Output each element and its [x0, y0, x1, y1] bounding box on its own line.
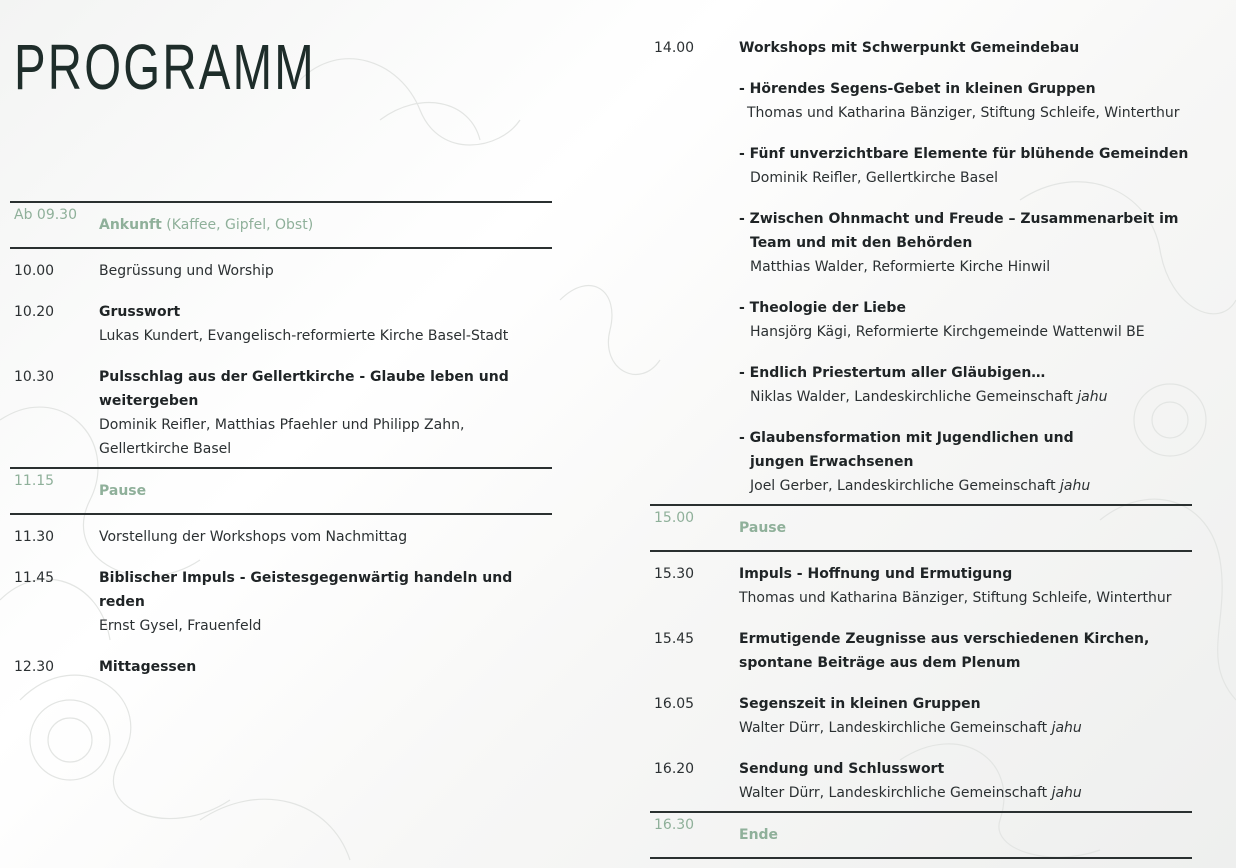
item-title-line2: spontane Beiträge aus dem Plenum [739, 655, 1021, 671]
workshop-title-line1: - Zwischen Ohnmacht und Freude – Zusammenarbeit im [739, 211, 1179, 227]
item-person-line2: Gellertkirche Basel [99, 441, 232, 457]
schedule-item-1620 [650, 757, 1192, 805]
end-row [650, 813, 1192, 857]
divider [650, 550, 1192, 552]
workshop-person [739, 474, 1192, 498]
item-time: 10.30 [14, 369, 55, 385]
item-title: Grusswort [99, 304, 181, 320]
pause-row [10, 469, 552, 513]
page-title: PROGRAMM [14, 31, 316, 103]
person-org-italic: jahu [1060, 478, 1091, 494]
end-label: Ende [739, 827, 779, 843]
person-name: Walter Dürr, Landeskirchliche Gemeinschaft [739, 720, 1048, 736]
pause-time: 11.15 [14, 473, 55, 489]
pause-time: 15.00 [654, 510, 695, 526]
workshop-item [739, 207, 1192, 279]
workshop-person: Dominik Reifler, Gellertkirche Basel [750, 170, 999, 186]
schedule-item-1230 [10, 655, 552, 679]
item-person-line1: Dominik Reifler, Matthias Pfaehler und Philipp Zahn, [99, 417, 465, 433]
item-title: Segenszeit in kleinen Gruppen [739, 696, 981, 712]
item-person: Lukas Kundert, Evangelisch-reformierte Kirche Basel-Stadt [99, 328, 509, 344]
item-time: 16.05 [654, 696, 695, 712]
item-time: 10.20 [14, 304, 55, 320]
workshop-title: - Theologie der Liebe [739, 300, 906, 316]
person-name: Joel Gerber, Landeskirchliche Gemeinschaft [750, 478, 1056, 494]
item-time: 14.00 [654, 40, 695, 56]
pause-row [650, 506, 1192, 550]
arrival-note: (Kaffee, Gipfel, Obst) [166, 217, 314, 233]
workshop-title: - Hörendes Segens-Gebet in kleinen Gruppen [739, 81, 1096, 97]
workshop-item [739, 361, 1192, 409]
workshop-person: Matthias Walder, Reformierte Kirche Hinwil [750, 259, 1051, 275]
divider [10, 247, 552, 249]
item-person: Thomas und Katharina Bänziger, Stiftung Schleife, Winterthur [739, 590, 1172, 606]
item-time: 11.45 [14, 570, 55, 586]
person-org-italic: jahu [1051, 720, 1082, 736]
workshop-title: - Endlich Priestertum aller Gläubigen… [739, 365, 1046, 381]
workshops-block [650, 36, 1192, 498]
pause-label: Pause [99, 483, 147, 499]
item-text: Vorstellung der Workshops vom Nachmittag [99, 529, 408, 545]
end-time: 16.30 [654, 817, 695, 833]
item-title-line2: weitergeben [99, 393, 199, 409]
arrival-label: Ankunft [99, 217, 162, 233]
item-text: Begrüssung und Worship [99, 263, 274, 279]
schedule-item-1145 [10, 566, 552, 638]
item-title: Mittagessen [99, 659, 197, 675]
schedule-item-1530 [650, 562, 1192, 610]
item-title: Impuls - Hoffnung und Ermutigung [739, 566, 1013, 582]
item-time: 16.20 [654, 761, 695, 777]
item-time: 15.45 [654, 631, 695, 647]
workshop-person [739, 385, 1192, 409]
item-title: Sendung und Schlusswort [739, 761, 945, 777]
item-person [739, 781, 1192, 805]
person-org-italic: jahu [1051, 785, 1082, 801]
item-time: 10.00 [14, 263, 55, 279]
schedule-item-1030 [10, 365, 552, 461]
schedule-item-1020 [10, 300, 552, 348]
workshop-item [739, 142, 1192, 190]
morning-schedule [10, 201, 552, 679]
schedule-item-1130 [10, 525, 552, 549]
item-person: Ernst Gysel, Frauenfeld [99, 618, 262, 634]
item-time: 15.30 [654, 566, 695, 582]
divider [650, 857, 1192, 859]
workshop-item [739, 426, 1192, 498]
item-title-line1: Ermutigende Zeugnisse aus verschiedenen Kirchen, [739, 631, 1150, 647]
schedule-item-1545 [650, 627, 1192, 675]
item-title: Biblischer Impuls - Geistesgegenwärtig handeln und reden [99, 570, 513, 610]
arrival-row [10, 203, 552, 247]
workshop-person: Thomas und Katharina Bänziger, Stiftung Schleife, Winterthur [747, 105, 1180, 121]
workshop-item [739, 296, 1192, 344]
afternoon-schedule [650, 28, 1192, 859]
person-name: Niklas Walder, Landeskirchliche Gemeinschaft [750, 389, 1073, 405]
person-name: Walter Dürr, Landeskirchliche Gemeinschaft [739, 785, 1048, 801]
pause-label: Pause [739, 520, 787, 536]
workshop-person: Hansjörg Kägi, Reformierte Kirchgemeinde Wattenwil BE [750, 324, 1145, 340]
workshop-title-line2: Team und mit den Behörden [750, 235, 973, 251]
schedule-item-1605 [650, 692, 1192, 740]
workshop-title: - Fünf unverzichtbare Elemente für blühende Gemeinden [739, 146, 1189, 162]
item-time: 12.30 [14, 659, 55, 675]
person-org-italic: jahu [1077, 389, 1108, 405]
workshops-title: Workshops mit Schwerpunkt Gemeindebau [739, 40, 1080, 56]
divider [10, 513, 552, 515]
schedule-item-1000 [10, 259, 552, 283]
item-person [739, 716, 1192, 740]
item-title-line1: Pulsschlag aus der Gellertkirche - Glaube leben und [99, 369, 509, 385]
workshop-title-line1: - Glaubensformation mit Jugendlichen und [739, 430, 1074, 446]
workshop-title-line2: jungen Erwachsenen [750, 454, 914, 470]
item-time: 11.30 [14, 529, 55, 545]
arrival-time: Ab 09.30 [14, 207, 77, 223]
workshop-item [739, 77, 1192, 125]
